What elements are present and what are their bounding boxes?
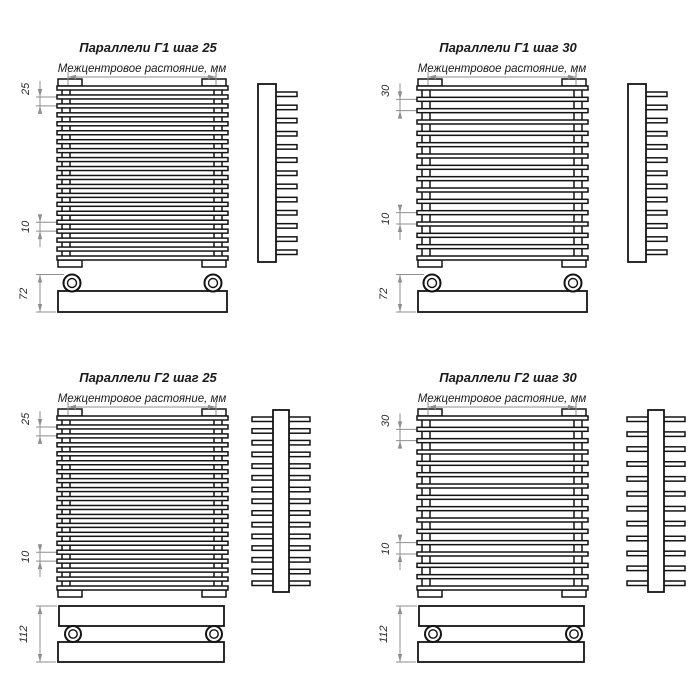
base-height-dimension-value: 112	[378, 625, 390, 643]
step-dimension-value: 25	[20, 82, 32, 95]
step-dimension-value: 25	[20, 412, 32, 425]
gap-dimension-value: 10	[20, 550, 32, 563]
diagram-title: Параллели Г2 шаг 25	[79, 370, 217, 385]
base-height-dimension-value: 72	[378, 287, 390, 300]
diagram-title: Параллели Г1 шаг 25	[79, 40, 217, 55]
step-dimension-value: 30	[380, 84, 392, 97]
diagram-parallels-g1-step30	[378, 40, 667, 312]
base-height-dimension-value: 112	[18, 625, 30, 643]
diagram-geometry	[396, 402, 685, 662]
intercenter-dimension-label: Межцентровое растояние, мм	[57, 393, 227, 405]
intercenter-dimension-label: Межцентровое растояние, мм	[57, 63, 227, 75]
diagram-parallels-g1-step25	[18, 40, 297, 312]
gap-dimension-value: 10	[20, 220, 32, 233]
gap-dimension-value: 10	[380, 542, 392, 555]
diagram-parallels-g2-step30	[378, 370, 685, 662]
step-dimension-value: 30	[380, 414, 392, 427]
intercenter-dimension-label: Межцентровое растояние, мм	[417, 63, 587, 75]
gap-dimension-value: 10	[380, 212, 392, 225]
diagram-title: Параллели Г2 шаг 30	[439, 370, 577, 385]
intercenter-dimension-label: Межцентровое растояние, мм	[417, 393, 587, 405]
diagram-geometry	[396, 72, 667, 312]
diagram-parallels-g2-step25	[18, 370, 310, 662]
diagram-geometry	[36, 72, 297, 312]
base-height-dimension-value: 72	[18, 287, 30, 300]
diagram-geometry	[36, 402, 310, 662]
diagram-title: Параллели Г1 шаг 30	[439, 40, 577, 55]
